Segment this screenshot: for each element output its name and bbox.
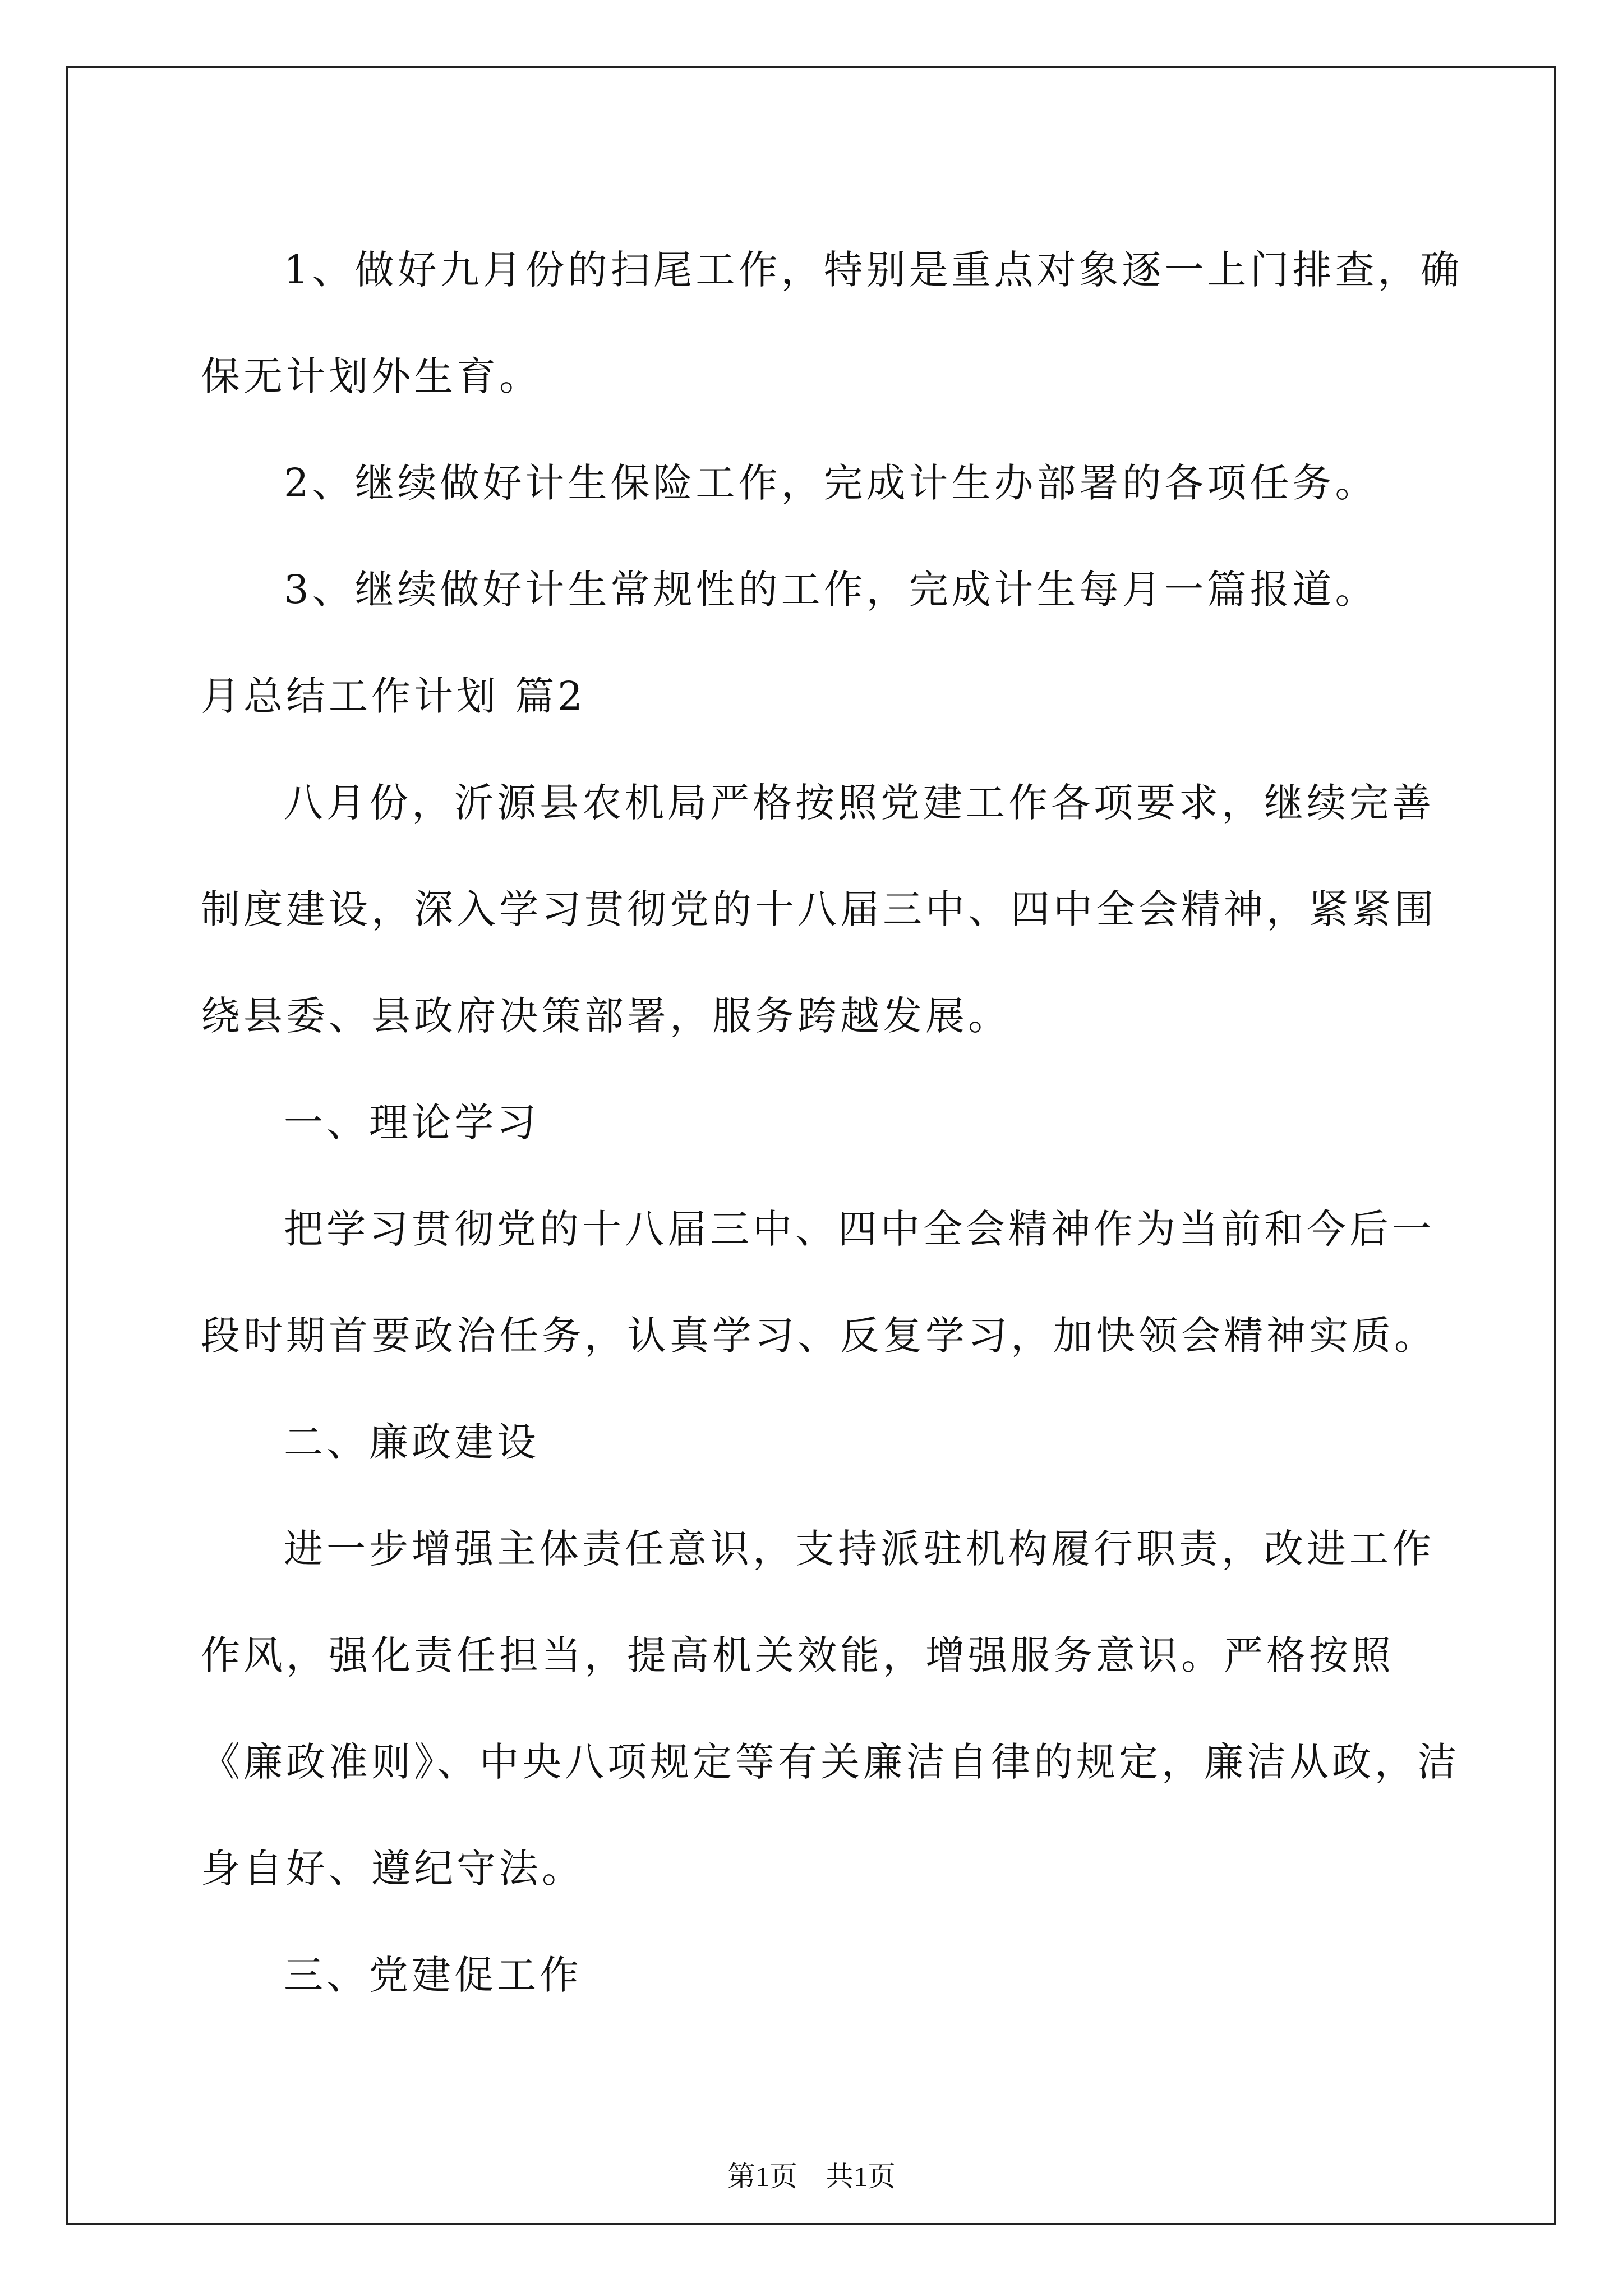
- page-total: 共1页: [826, 2161, 896, 2192]
- paragraph-theory-study: 把学习贯彻党的十八届三中、四中全会精神作为当前和今后一段时期首要政治任务，认真学习、反复学习，加快领会精神实质。: [201, 1206, 1437, 1359]
- paragraph-intro: 八月份，沂源县农机局严格按照党建工作各项要求，继续完善制度建设，深入学习贯彻党的十八届三中、四中全会精神，紧紧围绕县委、县政府决策部署，服务跨越发展。: [201, 780, 1437, 1039]
- page-footer: [0, 2154, 1623, 2194]
- page-number: 第1页: [727, 2161, 797, 2192]
- paragraph-2: 2、继续做好计生保险工作，完成计生办部署的各项任务。: [284, 460, 1378, 506]
- paragraph-clean-government: 进一步增强主体责任意识，支持派驻机构履行职责，改进工作作风，强化责任担当，提高机关效能，增强服务意识。严格按照《廉政准则》、中央八项规定等有关廉洁自律的规定，廉洁从政，洁身自好、遵纪守法。: [201, 1526, 1460, 1892]
- subheading-clean-government: 二、廉政建设: [284, 1419, 540, 1465]
- paragraph-3: 3、继续做好计生常规性的工作，完成计生每月一篇报道。: [284, 567, 1378, 613]
- subheading-theory-study: 一、理论学习: [284, 1099, 540, 1145]
- section-heading: 月总结工作计划 篇2: [201, 673, 586, 719]
- subheading-party-building: 三、党建促工作: [284, 1952, 582, 1998]
- paragraph-1: 1、做好九月份的扫尾工作，特别是重点对象逐一上门排查，确保无计划外生育。: [201, 247, 1463, 399]
- document-body: [201, 217, 1474, 2028]
